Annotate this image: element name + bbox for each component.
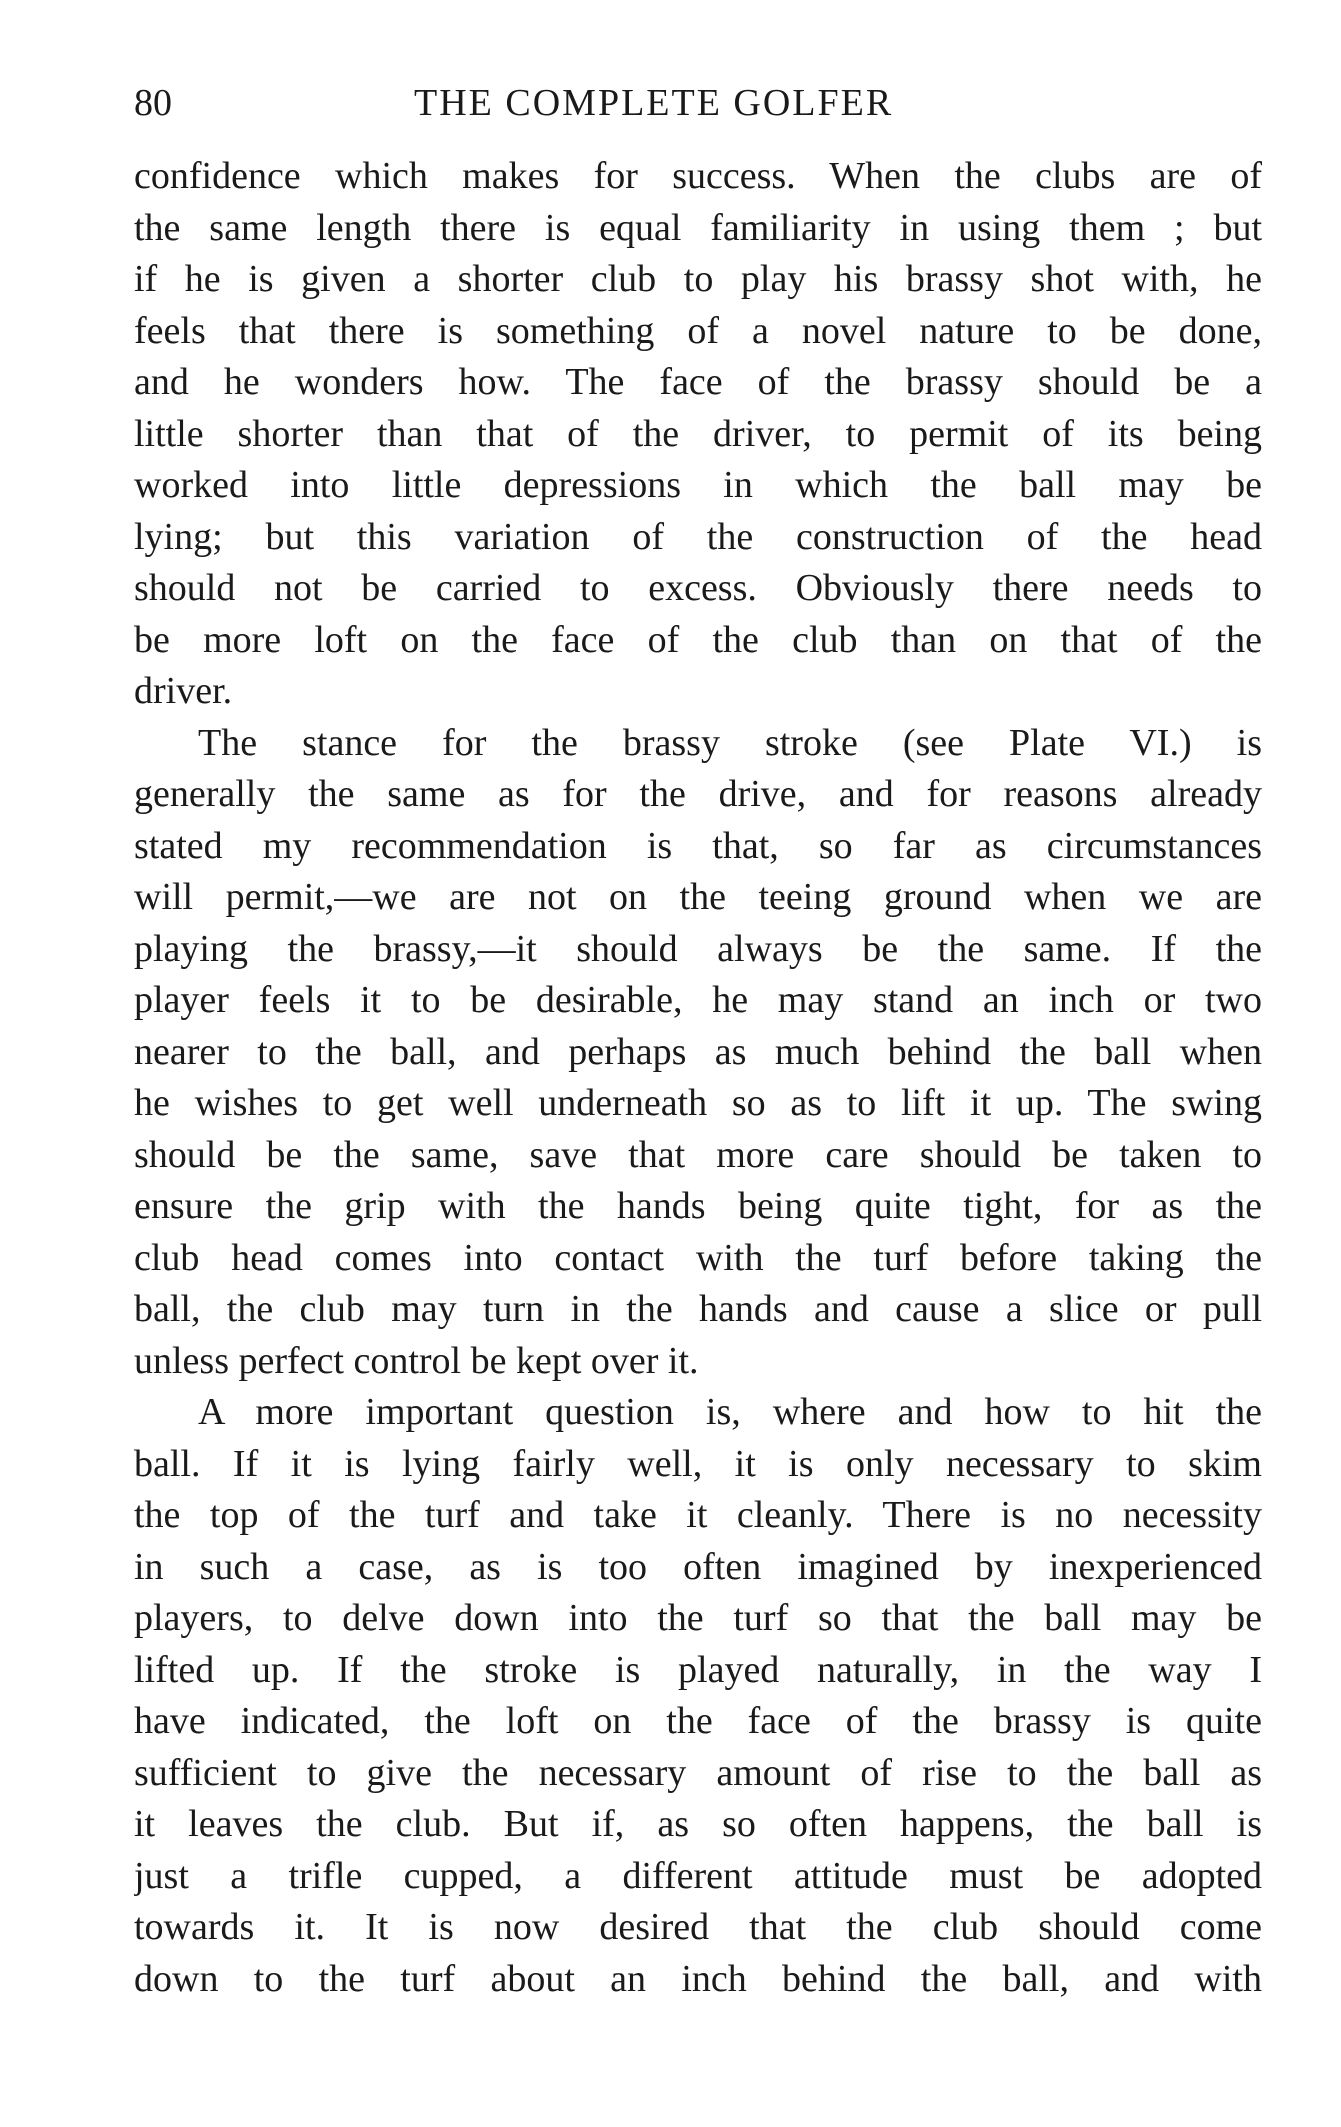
text-line: ball. If it is lying fairly well, it is only necessary to skim: [134, 1442, 1262, 1485]
text-line: confidence which makes for success. When the clubs are of: [134, 155, 1262, 197]
paragraph-2: [134, 718, 1262, 1388]
text-line: players, to delve down into the turf so that the ball may be: [134, 1597, 1262, 1639]
text-line: will permit,—we are not on the teeing ground when we are: [134, 876, 1262, 918]
text-line: feels that there is something of a novel nature to be done,: [134, 309, 1262, 352]
text-line: the same length there is equal familiarity in using them ; but: [134, 206, 1262, 249]
page-header: [130, 78, 1260, 128]
text-line: unless perfect control be kept over it.: [134, 1339, 699, 1382]
text-line: stated my recommendation is that, so far as circumstances: [134, 824, 1262, 867]
text-line: be more loft on the face of the club than on that of the: [134, 618, 1262, 661]
text-line: down to the turf about an inch behind the ball, and with: [134, 1957, 1262, 2000]
text-line: he wishes to get well underneath so as to lift it up. The swing: [134, 1082, 1262, 1124]
text-line: generally the same as for the drive, and for reasons already: [134, 773, 1262, 815]
paragraph-3: [134, 1387, 1262, 2005]
text-line: little shorter than that of the driver, to permit of its being: [134, 412, 1262, 455]
text-line: club head comes into contact with the turf before taking the: [134, 1236, 1262, 1279]
text-line: in such a case, as is too often imagined by inexperienced: [134, 1545, 1262, 1588]
text-line: it leaves the club. But if, as so often happens, the ball is: [134, 1803, 1262, 1845]
text-line: lifted up. If the stroke is played naturally, in the way I: [134, 1648, 1262, 1691]
text-line: and he wonders how. The face of the brassy should be a: [134, 361, 1262, 403]
text-line: should not be carried to excess. Obviously there needs to: [134, 567, 1262, 609]
text-line: player feels it to be desirable, he may stand an inch or two: [134, 979, 1262, 1021]
text-line: playing the brassy,—it should always be the same. If the: [134, 927, 1262, 970]
paragraph-1: [134, 151, 1262, 718]
text-line: worked into little depressions in which the ball may be: [134, 464, 1262, 506]
text-line: just a trifle cupped, a different attitude must be adopted: [134, 1854, 1262, 1897]
body-text: [134, 151, 1262, 2005]
text-line: the top of the turf and take it cleanly. There is no necessity: [134, 1494, 1262, 1536]
text-line: The stance for the brassy stroke (see Plate VI.) is: [198, 721, 1262, 764]
running-title: THE COMPLETE GOLFER: [414, 82, 894, 124]
text-line: ball, the club may turn in the hands and cause a slice or pull: [134, 1288, 1262, 1330]
text-line: driver.: [134, 670, 233, 712]
text-line: sufficient to give the necessary amount of rise to the ball as: [134, 1751, 1262, 1794]
text-line: ensure the grip with the hands being quite tight, for as the: [134, 1185, 1262, 1227]
text-line: have indicated, the loft on the face of the brassy is quite: [134, 1700, 1262, 1742]
text-line: nearer to the ball, and perhaps as much behind the ball when: [134, 1030, 1262, 1073]
text-line: should be the same, save that more care should be taken to: [134, 1133, 1262, 1176]
text-line: if he is given a shorter club to play his brassy shot with, he: [134, 258, 1262, 300]
text-line: lying; but this variation of the construction of the head: [134, 515, 1262, 558]
page-number: 80: [134, 82, 172, 124]
text-line: A more important question is, where and how to hit the: [198, 1391, 1262, 1433]
text-line: towards it. It is now desired that the club should come: [134, 1906, 1262, 1948]
